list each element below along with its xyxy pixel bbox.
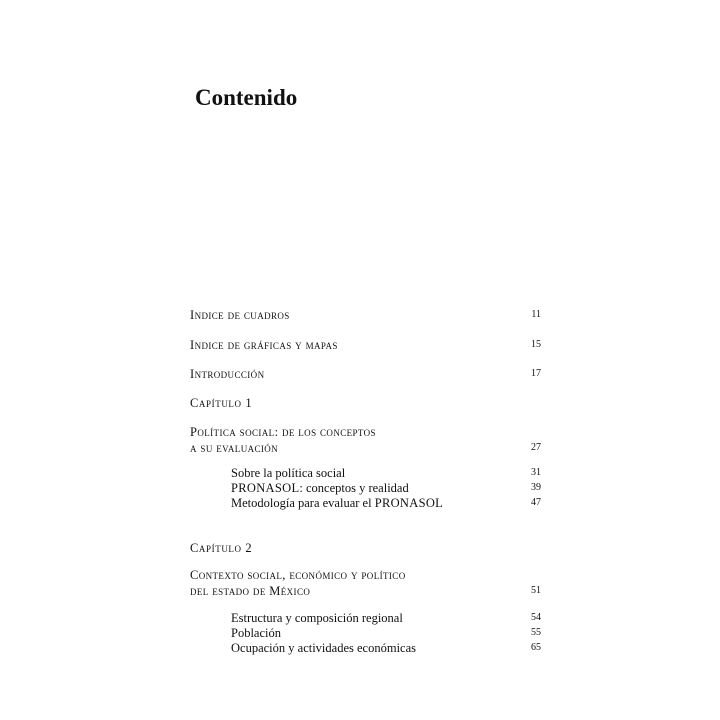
toc-subentry-pronasol-conceptos[interactable] [231,480,541,496]
toc-page-number: 17 [531,368,541,379]
toc-page-number: 51 [531,585,541,596]
label-rest: : conceptos y realidad [299,481,409,495]
toc-entry-label-line2: del estado de México [190,584,311,598]
toc-subentry-poblacion[interactable] [231,625,541,641]
toc-chapter-2-heading [190,540,541,556]
toc-page-number: 15 [531,339,541,350]
toc-entry-label [231,495,443,511]
toc-subentry-metodologia[interactable] [231,495,541,511]
toc-entry-label-line2: a su evaluación [190,441,279,455]
pronasol-acronym: PRONASOL [374,496,444,510]
toc-page-number: 27 [531,442,541,453]
toc-subentry-estructura[interactable] [231,610,541,626]
chapter-label: Capítulo 2 [190,541,253,555]
toc-chapter-1-heading [190,395,541,411]
toc-page-number: 54 [531,612,541,623]
toc-entry-label: Indice de gráficas y mapas [190,338,338,352]
page-title: Contenido [195,85,298,110]
toc-entry-label [231,480,409,496]
toc-entry-label: Estructura y composición regional [231,611,403,625]
toc-entry-label: Introducción [190,367,265,381]
toc-entry-label-line1: Contexto social, económico y político [190,568,406,582]
toc-page-number: 11 [531,309,541,320]
toc-entry-label-line1: Política social: de los conceptos [190,425,376,439]
toc-page-number: 55 [531,627,541,638]
toc-entry-label: Ocupación y actividades económicas [231,641,416,655]
toc-entry-label: Sobre la política social [231,466,346,480]
toc-entry-introduccion[interactable] [190,366,541,382]
label-prefix: Metodología para evaluar el [231,496,375,510]
toc-subentry-ocupacion[interactable] [231,640,541,656]
toc-entry-politica-social[interactable] [190,424,541,456]
toc-page-number: 47 [531,497,541,508]
toc-page-number: 65 [531,642,541,653]
toc-entry-indice-graficas[interactable] [190,337,541,353]
chapter-label: Capítulo 1 [190,396,253,410]
toc-entry-label: Población [231,626,281,640]
toc-entry-contexto[interactable] [190,567,541,599]
toc-entry-indice-cuadros[interactable] [190,307,541,323]
toc-subentry-sobre-politica[interactable] [231,465,541,481]
pronasol-acronym: PRONASOL [231,481,300,495]
toc-entry-label: Indice de cuadros [190,308,290,322]
toc-page-number: 39 [531,482,541,493]
toc-page-number: 31 [531,467,541,478]
